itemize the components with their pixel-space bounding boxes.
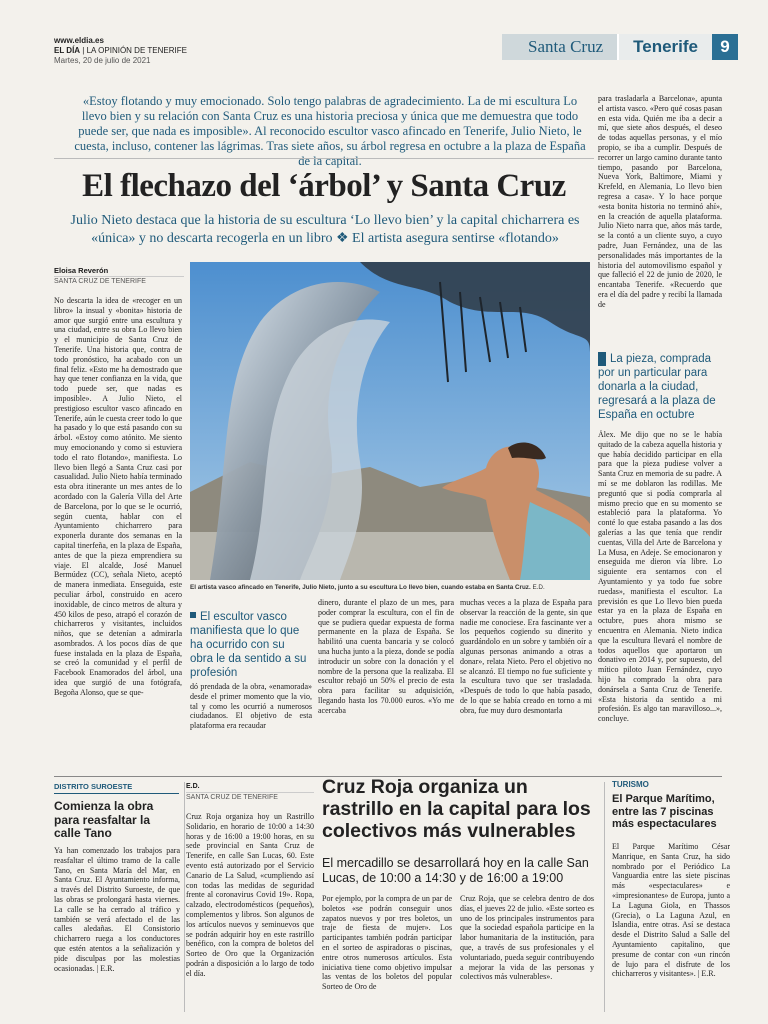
brief-left-body: Ya han comenzado los trabajos para reasfaltar el último tramo de la calle Tano, en Santa María del Mar, en Santa Cruz. El Ayuntamiento informa, a través del Distrito Suroeste, de que las obras se prolongará hasta viernes. La calle se ha cerrado al tráfico y también se verá afectado el de las calles aledañas. El Consistorio chicharrero ruega a los conductores que estén atentos a la señalización y pide disculpas por las molestias ocasionadas. | E.R. bbox=[54, 846, 180, 973]
cruz-roja-subtitle: El mercadillo se desarrollará hoy en la calle San Lucas, de 10:00 a 14:30 y de 16:00 a 19:00 bbox=[322, 856, 589, 885]
tagline: LA OPINIÓN DE TENERIFE bbox=[86, 46, 187, 55]
article-photo bbox=[190, 262, 590, 580]
cruz-roja-column-3: Cruz Roja, que se celebra dentro de dos días, el jueves 22 de julio. «Este sorteo es uno de los principales instrumentos para que la sociedad española participe en la labor humanitaria de la institución, para que, a través de sus profesionales y el voluntariado, pueda seguir contribuyendo a mejorar la vida de las personas y colectivos más vulnerables». bbox=[460, 894, 594, 982]
column-rule bbox=[604, 782, 605, 1012]
website-url: www.eldia.es bbox=[54, 36, 104, 45]
photo-caption: El artista vasco afincado en Tenerife, Julio Nieto, junto a su escultura Lo llevo bien, cuando estaba en Santa Cruz. bbox=[190, 584, 531, 591]
cruz-roja-location: SANTA CRUZ DE TENERIFE bbox=[186, 792, 314, 803]
cruz-roja-author: E.D. bbox=[186, 783, 200, 790]
section-bar bbox=[502, 34, 738, 60]
brief-right-body: El Parque Marítimo César Manrique, en Santa Cruz, ha sido nombrado por el Periódico La Vanguardia entre las siete piscinas más «espectaculares» e «impresionantes» de Europa, junto a La Laguna Giola, en Thassos (Grecia), o La Laguna Azul, en Islandia, entre otras. Así se destaca desde el Distrito Salud a Salle del Ayuntamiento capitalino, que presume de contar con «un rincón de lujo para el disfrute de los chicharreros y visitantes». | E.R. bbox=[612, 842, 730, 979]
article-column-5-top: para trasladarla a Barcelona», apunta el artista vasco. «Pero qué cosas pasan en esta vida. Quién me iba a decir a mí, que siete años después, el deseo de todas aquellas personas, y el mío propio, se iba a cumplir. Después de recorrer un largo camino durante tanto tiempo, pasando por Barcelona, Nueva York, Baltimore, Miami y Krefeld, en Alemania, Lo llevo bien regresa a casa». Y lo hace porque «esta bonita historia no terminó ahí», en la creación de aquella plataforma. Julio Nieto narra que, años más tarde, se la contó a un cliente suyo, a cuyo padre, Juan Fernández, una de las personalidades más importantes de la historia del automovilismo español y que falleció el 22 de junio de 2020, le encantaba Tenerife. «Recuerdo que era el día del padre y recibí la llamada de bbox=[598, 94, 722, 309]
cruz-roja-byline bbox=[186, 782, 314, 803]
section-tenerife: Tenerife bbox=[617, 34, 712, 60]
article-column-4: muchas veces a la plaza de España para observar la reacción de la gente, sin que nadie me conociese. Era fascinante ver a los pequeños cogiendo su dinerito y guardándolo en un sobre y también oír a algunas personas animando a otras a donar», relata Nieto. Pero el objetivo no se alcanzó. El tiempo no fue suficiente y la escultura tuvo que ser trasladada. «Después de todo lo que había pasado, de lo que se había creado en torno a mi obra, fue muy duro desmontarla bbox=[460, 598, 592, 715]
newspaper-logo: EL DÍA bbox=[54, 46, 81, 55]
pull-quote-1-text: El escultor vasco manifiesta que lo que ha ocurrido con su obra le da sentido a su profesión bbox=[190, 611, 307, 679]
sculpture-photo-illustration bbox=[190, 262, 590, 580]
pull-quote-2 bbox=[598, 352, 720, 422]
page-number: 9 bbox=[712, 34, 738, 60]
pull-quote-2-text: La pieza, comprada por un particular para donarla a la ciudad, regresará a la plaza de España en octubre bbox=[598, 353, 716, 421]
issue-date: Martes, 20 de julio de 2021 bbox=[54, 56, 151, 65]
cruz-roja-column-2: Por ejemplo, por la compra de un par de boletos «se podrán conseguir unos zapatos nuevos y por tres boletos, un traje de fiesta de mujer». Los participantes también podrán participar en el sorteo de aspiradoras o piscinas, entre otros numerosos artículos. Esta iniciativa tiene como objetivo impulsar las ventas de los boletos del popular Sorteo de Oro de bbox=[322, 894, 452, 992]
article-subtitle: Julio Nieto destaca que la historia de su escultura ‘Lo llevo bien’ y la capital chicharrera es «única» y no descarta recogerla en un libro ❖ El artista asegura sentirse «flotando» bbox=[70, 213, 580, 246]
article-lead: «Estoy flotando y muy emocionado. Solo tengo palabras de agradecimiento. La de mi escultura Lo llevo bien y su relación con Santa Cruz es una historia preciosa y única que me demuestra que todo puede ser, que nada es imposible». Al reconocido escultor vasco afincado en Tenerife, Julio Nieto, le cuesta, incluso, contener las lágrimas. Tras siete años, su árbol regresa en octubre a la plaza de España de la capital. bbox=[74, 94, 586, 168]
brief-left-kicker: DISTRITO SUROESTE bbox=[54, 782, 179, 794]
brief-left-header bbox=[54, 782, 179, 841]
author-name: Eloisa Reverón bbox=[54, 266, 109, 275]
brief-right-header bbox=[612, 780, 730, 831]
photo-credit: E.D. bbox=[532, 584, 545, 591]
article-column-2: dó prendada de la obra, «enamorada» desde el primer momento que la vio, tal y como les ocurrió a numerosos ciudadanos. El objetivo de esta plataforma era recaudar bbox=[190, 682, 312, 731]
byline bbox=[54, 266, 184, 287]
cruz-roja-headline: Cruz Roja organiza un rastrillo en la capital para los colectivos más vulnerables bbox=[322, 776, 591, 842]
article-column-3: dinero, durante el plazo de un mes, para poder comprar la escultura, con el fin de que se pudiera quedar expuesta de forma permanente en la plaza de España. Se habilitó una cuenta bancaria y se colocó una hucha junto a la pieza, donde se podía introducir un sobre con la donación y el nombre de la persona que la realizaba. El escultor rebajó un 50% el precio de esta obra para facilitar su adquisición, llegando hasta los 70.000 euros. «Yo me acercaba bbox=[318, 598, 454, 715]
section-santa-cruz: Santa Cruz bbox=[502, 34, 617, 60]
masthead: www.eldia.es EL DÍA | LA OPINIÓN DE TENERIFE Martes, 20 de julio de 2021 bbox=[54, 36, 187, 65]
pull-quote-1 bbox=[190, 610, 308, 680]
column-rule bbox=[184, 782, 185, 1012]
quote-marker-icon bbox=[598, 352, 606, 366]
lead-divider bbox=[54, 158, 594, 159]
quote-marker-icon bbox=[190, 612, 196, 618]
cruz-roja-column-1: Cruz Roja organiza hoy un Rastrillo Solidario, en horario de 10:00 a 14:30 horas y de 16:00 a 19:00 horas, en su sede provincial en Santa Cruz de Tenerife, en calle San Lucas, 60. Este evento está autorizado por el Servicio Canario de La Salud, «cumpliendo así con todas las medidas de seguridad frente al coronavirus Covid 19». Ropa, calzado, electrodomésticos (pequeños), complementos y libros. Son algunos de los artículos nuevos y seminuevos que se podrán adquirir hoy en este rastrillo benéfico, con la compra de boletos del Sorteo de Oro que la Organización podrán a disposición a lo largo de todo el día. bbox=[186, 812, 314, 978]
article-column-5-bottom: Álex. Me dijo que no se le había quitado de la cabeza aquella historia y que había decidido participar en ella para que la pieza pudiese volver a Santa Cruz en memoria de su padre. A mí se me doblaron las rodillas. Me preguntó que si podía comprarla al mismo precio que en su momento se estableció para la plataforma. Yo conté lo que estaba pasando a las dos galerías a las que tenía que rendir cuentas, Villa del Arte de Barcelona y La Musa, en Adeje. Se emocionaron y enseguida me dieron vía libre. Lo siguiente era sentarnos con el Ayuntamiento y ya todo fue sobre ruedas», manifiesta el escultor. La previsión es que Lo llevo bien pueda estar ya en la plaza de España en octubre, pues ahora mismo se encuentra en Alemania. Nieto indica que la escultura llevará el nombre de todos aquellos que aportaron un donativo en 2014 y, por supuesto, del mítico piloto Juan Fernández, cuyo hijo ha comprado la obra para donársela a Santa Cruz de Tenerife. «Esta historia da sentido a mi profesión. Es algo tan maravilloso...», concluye. bbox=[598, 430, 722, 724]
photo-caption-row bbox=[190, 584, 590, 591]
byline-location: SANTA CRUZ DE TENERIFE bbox=[54, 276, 184, 287]
article-title: El flechazo del ‘árbol’ y Santa Cruz bbox=[82, 168, 566, 204]
brief-right-kicker: TURISMO bbox=[612, 780, 649, 789]
brief-right-headline: El Parque Marítimo, entre las 7 piscinas más espectaculares bbox=[612, 793, 717, 830]
brief-left-headline: Comienza la obra para reasfaltar la calle Tano bbox=[54, 799, 154, 840]
article-column-1: No descarta la idea de «recoger en un libro» la insual y «bonita» historia de amor que surgió entre una escultura y una ciudad, entre su obra Lo llevo bien y el municipio de Santa Cruz de Tenerife. Una historia que, contra de todo pronóstico, ha acabado con un final feliz. «Esto me ha demostrado que hay que tener confianza en la vida, que todo puede ser, que nadas es imposible». A Julio Nieto, el prestigioso escultor vasco afincado en Tenerife, aún le cuesta creer todo lo que ha pasado y lo que está pasando con su árbol. «Estoy como atónito. Me siento muy emocionando y como si estuviera todo el rato flotando», manifiesta. Lo llevo bien llegó a Santa Cruz casi por casualidad. Julio Nieto había terminado esta obra itinerante un mes antes de lo acordado con la Galería Villa del Arte de Barcelona, por lo que se le ocurrió, según cuenta, hablar con el Ayuntamiento chicharrero para exponerla durante dos semanas en la capital tinerfeña, en la plaza de España, antes de que la pieza emprendiera su viaje. El alcalde, José Manuel Bermúdez (CC), señala Nieto, aceptó de manera inmediata. Enseguida, este peculiar árbol, construido en acero inoxidable, de cinco metros de altura y 450 kilos de peso, atrapó el corazón de chicharreros y visitantes, incluidos niños, que se detenían a admirarla asombrados. A los pocos días de que fuese instalada en la plaza de España, se creó la comunidad y el perfil de Facebook Enamorados del árbol, una idea que surgió de una fotógrafa, Begoña Alonso, que se que- bbox=[54, 296, 182, 697]
